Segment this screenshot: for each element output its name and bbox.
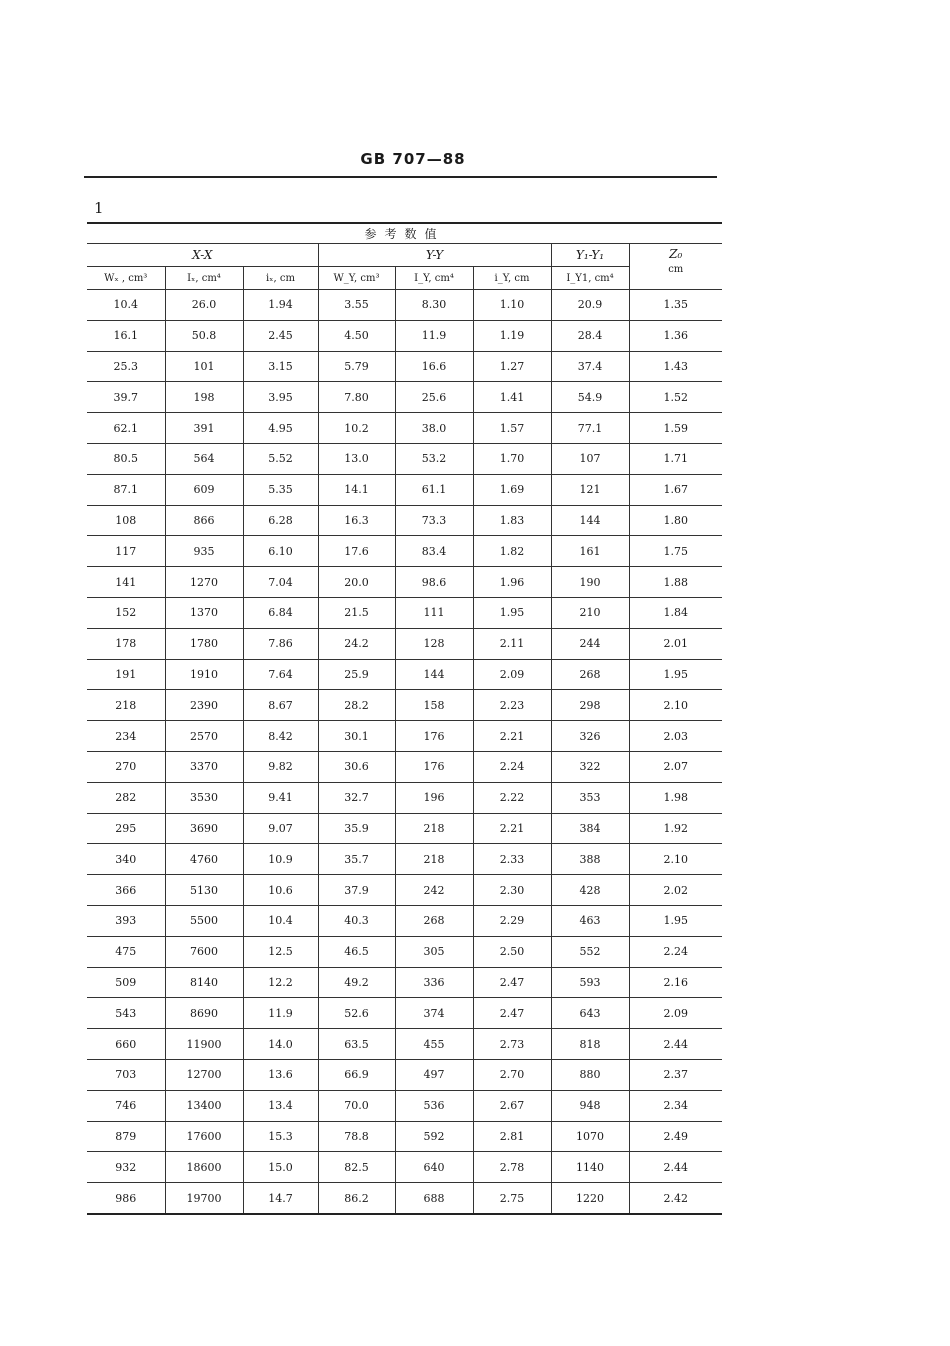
- group-header-xx: X-X: [87, 244, 318, 267]
- cell-iy-moment: 98.6: [395, 567, 473, 598]
- cell-z0: 2.44: [629, 1152, 722, 1183]
- table-row: [87, 474, 722, 505]
- cell-iy-moment: 16.6: [395, 351, 473, 382]
- cell-iy-radius: 1.69: [473, 474, 551, 505]
- cell-wy: 25.9: [318, 659, 395, 690]
- cell-ix-moment: 1780: [165, 628, 243, 659]
- cell-wy: 35.7: [318, 844, 395, 875]
- cell-wx: 932: [87, 1152, 165, 1183]
- cell-iy-moment: 11.9: [395, 320, 473, 351]
- z0-unit: cm: [668, 264, 684, 275]
- cell-iy-radius: 1.70: [473, 443, 551, 474]
- table-row: [87, 936, 722, 967]
- cell-iy-radius: 2.21: [473, 721, 551, 752]
- cell-wy: 32.7: [318, 782, 395, 813]
- cell-ix-moment: 3530: [165, 782, 243, 813]
- cell-ix-radius: 3.15: [243, 351, 318, 382]
- cell-z0: 1.35: [629, 290, 722, 321]
- cell-z0: 2.16: [629, 967, 722, 998]
- table-row: [87, 782, 722, 813]
- cell-wy: 78.8: [318, 1121, 395, 1152]
- column-header-wy: W_Y, cm³: [318, 267, 395, 290]
- cell-iy-moment: 196: [395, 782, 473, 813]
- cell-iy-radius: 1.19: [473, 320, 551, 351]
- cell-z0: 1.71: [629, 443, 722, 474]
- cell-iy1-moment: 210: [551, 597, 629, 628]
- cell-wx: 340: [87, 844, 165, 875]
- cell-iy-moment: 61.1: [395, 474, 473, 505]
- table-row: [87, 290, 722, 321]
- cell-wy: 28.2: [318, 690, 395, 721]
- cell-ix-radius: 7.04: [243, 567, 318, 598]
- cell-wy: 7.80: [318, 382, 395, 413]
- cell-z0: 1.80: [629, 505, 722, 536]
- cell-wy: 17.6: [318, 536, 395, 567]
- cell-ix-moment: 609: [165, 474, 243, 505]
- cell-iy-moment: 111: [395, 597, 473, 628]
- column-header-iy-radius: i_Y, cm: [473, 267, 551, 290]
- cell-iy-moment: 242: [395, 875, 473, 906]
- cell-wy: 21.5: [318, 597, 395, 628]
- cell-wx: 10.4: [87, 290, 165, 321]
- cell-ix-moment: 7600: [165, 936, 243, 967]
- table-row: [87, 844, 722, 875]
- cell-iy1-moment: 1140: [551, 1152, 629, 1183]
- group-header-yy: Y-Y: [318, 244, 551, 267]
- cell-wx: 234: [87, 721, 165, 752]
- cell-iy1-moment: 121: [551, 474, 629, 505]
- cell-iy1-moment: 77.1: [551, 413, 629, 444]
- cell-wx: 62.1: [87, 413, 165, 444]
- cell-iy-radius: 2.23: [473, 690, 551, 721]
- cell-ix-moment: 198: [165, 382, 243, 413]
- cell-iy-radius: 2.75: [473, 1183, 551, 1214]
- cell-iy-moment: 158: [395, 690, 473, 721]
- cell-wx: 393: [87, 905, 165, 936]
- cell-iy1-moment: 353: [551, 782, 629, 813]
- cell-ix-moment: 12700: [165, 1059, 243, 1090]
- table-row: [87, 443, 722, 474]
- cell-iy-radius: 2.29: [473, 905, 551, 936]
- cell-wx: 270: [87, 751, 165, 782]
- cell-iy-moment: 688: [395, 1183, 473, 1214]
- cell-iy1-moment: 593: [551, 967, 629, 998]
- cell-iy1-moment: 948: [551, 1090, 629, 1121]
- cell-ix-moment: 19700: [165, 1183, 243, 1214]
- cell-ix-moment: 4760: [165, 844, 243, 875]
- table-row: [87, 1121, 722, 1152]
- cell-iy-radius: 2.33: [473, 844, 551, 875]
- cell-wx: 475: [87, 936, 165, 967]
- cell-ix-radius: 12.2: [243, 967, 318, 998]
- cell-iy1-moment: 37.4: [551, 351, 629, 382]
- cell-ix-radius: 9.41: [243, 782, 318, 813]
- table-row: [87, 1183, 722, 1214]
- cell-wx: 152: [87, 597, 165, 628]
- table-row: [87, 905, 722, 936]
- cell-wy: 49.2: [318, 967, 395, 998]
- cell-ix-radius: 14.0: [243, 1029, 318, 1060]
- cell-ix-moment: 1270: [165, 567, 243, 598]
- cell-wx: 178: [87, 628, 165, 659]
- cell-z0: 2.03: [629, 721, 722, 752]
- table-row: [87, 1059, 722, 1090]
- cell-iy-radius: 2.24: [473, 751, 551, 782]
- cell-iy1-moment: 643: [551, 998, 629, 1029]
- cell-iy1-moment: 322: [551, 751, 629, 782]
- cell-iy-moment: 374: [395, 998, 473, 1029]
- cell-ix-moment: 935: [165, 536, 243, 567]
- cell-iy-moment: 536: [395, 1090, 473, 1121]
- cell-ix-radius: 6.10: [243, 536, 318, 567]
- cell-wx: 703: [87, 1059, 165, 1090]
- cell-z0: 2.02: [629, 875, 722, 906]
- cell-wy: 10.2: [318, 413, 395, 444]
- cell-wx: 16.1: [87, 320, 165, 351]
- cell-ix-moment: 50.8: [165, 320, 243, 351]
- page-header-title: GB 707—88: [360, 150, 466, 168]
- cell-iy-radius: 2.30: [473, 875, 551, 906]
- table-row: [87, 751, 722, 782]
- cell-iy1-moment: 107: [551, 443, 629, 474]
- cell-z0: 2.09: [629, 998, 722, 1029]
- column-header-ix-radius: iₓ, cm: [243, 267, 318, 290]
- table-row: [87, 813, 722, 844]
- cell-iy1-moment: 428: [551, 875, 629, 906]
- table-row: [87, 967, 722, 998]
- cell-ix-moment: 1910: [165, 659, 243, 690]
- cell-ix-moment: 391: [165, 413, 243, 444]
- cell-iy-radius: 2.81: [473, 1121, 551, 1152]
- cell-iy-moment: 176: [395, 721, 473, 752]
- column-header-iy1-moment: I_Y1, cm⁴: [551, 267, 629, 290]
- column-header-wx: Wₓ , cm³: [87, 267, 165, 290]
- cell-z0: 1.88: [629, 567, 722, 598]
- cell-z0: 1.67: [629, 474, 722, 505]
- table-row: [87, 1090, 722, 1121]
- table-row: [87, 1029, 722, 1060]
- cell-wy: 4.50: [318, 320, 395, 351]
- cell-wy: 86.2: [318, 1183, 395, 1214]
- column-header-iy-moment: I_Y, cm⁴: [395, 267, 473, 290]
- cell-z0: 1.92: [629, 813, 722, 844]
- cell-iy-moment: 592: [395, 1121, 473, 1152]
- cell-z0: 1.84: [629, 597, 722, 628]
- cell-iy-radius: 2.67: [473, 1090, 551, 1121]
- cell-wx: 282: [87, 782, 165, 813]
- cell-ix-radius: 14.7: [243, 1183, 318, 1214]
- cell-ix-radius: 10.4: [243, 905, 318, 936]
- cell-iy-moment: 268: [395, 905, 473, 936]
- cell-wy: 30.6: [318, 751, 395, 782]
- cell-iy-moment: 73.3: [395, 505, 473, 536]
- cell-wx: 509: [87, 967, 165, 998]
- cell-iy-moment: 53.2: [395, 443, 473, 474]
- group-header-y1y1: Y₁-Y₁: [551, 244, 629, 267]
- cell-z0: 1.98: [629, 782, 722, 813]
- cell-iy-moment: 128: [395, 628, 473, 659]
- cell-iy-radius: 1.95: [473, 597, 551, 628]
- table-number: 1: [94, 199, 104, 217]
- cell-z0: 1.95: [629, 659, 722, 690]
- cell-iy1-moment: 268: [551, 659, 629, 690]
- cell-ix-radius: 10.9: [243, 844, 318, 875]
- cell-iy1-moment: 161: [551, 536, 629, 567]
- cell-ix-radius: 5.35: [243, 474, 318, 505]
- cell-wy: 46.5: [318, 936, 395, 967]
- cell-wy: 30.1: [318, 721, 395, 752]
- cell-wy: 5.79: [318, 351, 395, 382]
- cell-iy1-moment: 20.9: [551, 290, 629, 321]
- cell-iy-moment: 305: [395, 936, 473, 967]
- cell-iy-moment: 38.0: [395, 413, 473, 444]
- table-row: [87, 1152, 722, 1183]
- cell-z0: 2.01: [629, 628, 722, 659]
- cell-iy-radius: 2.73: [473, 1029, 551, 1060]
- cell-iy-moment: 640: [395, 1152, 473, 1183]
- cell-ix-radius: 11.9: [243, 998, 318, 1029]
- table-row: [87, 690, 722, 721]
- table-row: [87, 536, 722, 567]
- cell-iy-moment: 336: [395, 967, 473, 998]
- reference-values-table-container: [87, 222, 722, 1215]
- cell-ix-radius: 15.0: [243, 1152, 318, 1183]
- header-rule: [84, 176, 717, 178]
- group-header-z0: [629, 244, 722, 290]
- cell-ix-moment: 2570: [165, 721, 243, 752]
- cell-wy: 40.3: [318, 905, 395, 936]
- cell-iy-radius: 2.09: [473, 659, 551, 690]
- cell-iy-radius: 1.27: [473, 351, 551, 382]
- cell-iy-radius: 1.82: [473, 536, 551, 567]
- cell-wx: 191: [87, 659, 165, 690]
- cell-ix-radius: 4.95: [243, 413, 318, 444]
- cell-iy1-moment: 463: [551, 905, 629, 936]
- cell-ix-moment: 101: [165, 351, 243, 382]
- cell-iy-radius: 2.47: [473, 998, 551, 1029]
- cell-ix-radius: 6.84: [243, 597, 318, 628]
- table-row: [87, 659, 722, 690]
- cell-ix-radius: 8.67: [243, 690, 318, 721]
- cell-ix-radius: 1.94: [243, 290, 318, 321]
- cell-ix-moment: 13400: [165, 1090, 243, 1121]
- cell-z0: 1.52: [629, 382, 722, 413]
- cell-ix-moment: 2390: [165, 690, 243, 721]
- cell-iy-radius: 1.57: [473, 413, 551, 444]
- cell-ix-radius: 7.64: [243, 659, 318, 690]
- table-header: [87, 223, 722, 290]
- cell-ix-radius: 13.6: [243, 1059, 318, 1090]
- cell-wy: 13.0: [318, 443, 395, 474]
- cell-ix-moment: 17600: [165, 1121, 243, 1152]
- cell-wx: 295: [87, 813, 165, 844]
- cell-iy1-moment: 144: [551, 505, 629, 536]
- table-body: [87, 290, 722, 1214]
- cell-wx: 117: [87, 536, 165, 567]
- table-row: [87, 382, 722, 413]
- cell-z0: 2.10: [629, 844, 722, 875]
- cell-ix-radius: 13.4: [243, 1090, 318, 1121]
- cell-ix-radius: 2.45: [243, 320, 318, 351]
- table-row: [87, 875, 722, 906]
- z0-symbol: Z₀: [669, 247, 683, 261]
- cell-wx: 39.7: [87, 382, 165, 413]
- cell-wx: 879: [87, 1121, 165, 1152]
- cell-ix-radius: 9.07: [243, 813, 318, 844]
- table-row: [87, 998, 722, 1029]
- cell-iy-moment: 218: [395, 844, 473, 875]
- cell-wy: 24.2: [318, 628, 395, 659]
- cell-iy-moment: 176: [395, 751, 473, 782]
- cell-ix-moment: 11900: [165, 1029, 243, 1060]
- cell-iy-moment: 455: [395, 1029, 473, 1060]
- cell-wx: 25.3: [87, 351, 165, 382]
- cell-ix-radius: 7.86: [243, 628, 318, 659]
- cell-z0: 2.42: [629, 1183, 722, 1214]
- cell-iy-radius: 1.41: [473, 382, 551, 413]
- cell-iy-radius: 1.96: [473, 567, 551, 598]
- cell-z0: 2.44: [629, 1029, 722, 1060]
- cell-wy: 16.3: [318, 505, 395, 536]
- cell-iy-radius: 2.50: [473, 936, 551, 967]
- cell-iy1-moment: 1070: [551, 1121, 629, 1152]
- cell-wx: 543: [87, 998, 165, 1029]
- cell-wy: 37.9: [318, 875, 395, 906]
- cell-ix-moment: 5130: [165, 875, 243, 906]
- cell-z0: 2.07: [629, 751, 722, 782]
- table-row: [87, 628, 722, 659]
- cell-wx: 80.5: [87, 443, 165, 474]
- cell-wy: 20.0: [318, 567, 395, 598]
- table-row: [87, 597, 722, 628]
- cell-iy-radius: 1.83: [473, 505, 551, 536]
- cell-ix-radius: 9.82: [243, 751, 318, 782]
- cell-iy1-moment: 818: [551, 1029, 629, 1060]
- cell-wx: 87.1: [87, 474, 165, 505]
- cell-iy-radius: 2.11: [473, 628, 551, 659]
- table-row: [87, 320, 722, 351]
- cell-iy-radius: 2.70: [473, 1059, 551, 1090]
- cell-ix-radius: 5.52: [243, 443, 318, 474]
- cell-ix-radius: 15.3: [243, 1121, 318, 1152]
- cell-wx: 660: [87, 1029, 165, 1060]
- cell-iy-radius: 2.47: [473, 967, 551, 998]
- cell-iy1-moment: 190: [551, 567, 629, 598]
- cell-z0: 1.59: [629, 413, 722, 444]
- cell-iy-radius: 1.10: [473, 290, 551, 321]
- cell-ix-radius: 6.28: [243, 505, 318, 536]
- cell-iy-radius: 2.22: [473, 782, 551, 813]
- cell-ix-radius: 8.42: [243, 721, 318, 752]
- cell-iy1-moment: 326: [551, 721, 629, 752]
- cell-wx: 141: [87, 567, 165, 598]
- cell-wy: 14.1: [318, 474, 395, 505]
- cell-iy1-moment: 244: [551, 628, 629, 659]
- cell-wx: 108: [87, 505, 165, 536]
- cell-iy-moment: 218: [395, 813, 473, 844]
- super-header: 参考数值: [87, 223, 722, 244]
- cell-wx: 218: [87, 690, 165, 721]
- cell-z0: 1.95: [629, 905, 722, 936]
- cell-iy1-moment: 552: [551, 936, 629, 967]
- cell-iy1-moment: 384: [551, 813, 629, 844]
- cell-wx: 746: [87, 1090, 165, 1121]
- cell-z0: 2.34: [629, 1090, 722, 1121]
- cell-z0: 1.43: [629, 351, 722, 382]
- table-row: [87, 721, 722, 752]
- cell-iy1-moment: 1220: [551, 1183, 629, 1214]
- cell-iy-moment: 25.6: [395, 382, 473, 413]
- cell-iy1-moment: 388: [551, 844, 629, 875]
- cell-ix-radius: 12.5: [243, 936, 318, 967]
- cell-ix-moment: 18600: [165, 1152, 243, 1183]
- cell-ix-moment: 866: [165, 505, 243, 536]
- cell-wy: 3.55: [318, 290, 395, 321]
- table-row: [87, 413, 722, 444]
- cell-wy: 63.5: [318, 1029, 395, 1060]
- cell-iy-moment: 144: [395, 659, 473, 690]
- cell-ix-moment: 564: [165, 443, 243, 474]
- cell-ix-radius: 10.6: [243, 875, 318, 906]
- cell-z0: 1.36: [629, 320, 722, 351]
- cell-ix-moment: 3370: [165, 751, 243, 782]
- cell-iy1-moment: 28.4: [551, 320, 629, 351]
- cell-ix-moment: 1370: [165, 597, 243, 628]
- cell-iy1-moment: 54.9: [551, 382, 629, 413]
- reference-values-table: [87, 222, 722, 1215]
- cell-z0: 2.49: [629, 1121, 722, 1152]
- cell-iy-radius: 2.21: [473, 813, 551, 844]
- cell-ix-radius: 3.95: [243, 382, 318, 413]
- table-row: [87, 351, 722, 382]
- cell-wx: 366: [87, 875, 165, 906]
- cell-wy: 70.0: [318, 1090, 395, 1121]
- column-header-ix-moment: Iₓ, cm⁴: [165, 267, 243, 290]
- cell-iy-moment: 497: [395, 1059, 473, 1090]
- cell-z0: 2.10: [629, 690, 722, 721]
- table-row: [87, 505, 722, 536]
- cell-ix-moment: 3690: [165, 813, 243, 844]
- cell-z0: 2.24: [629, 936, 722, 967]
- cell-z0: 1.75: [629, 536, 722, 567]
- cell-iy-moment: 83.4: [395, 536, 473, 567]
- cell-ix-moment: 5500: [165, 905, 243, 936]
- cell-iy1-moment: 298: [551, 690, 629, 721]
- cell-ix-moment: 8690: [165, 998, 243, 1029]
- cell-iy-radius: 2.78: [473, 1152, 551, 1183]
- cell-wx: 986: [87, 1183, 165, 1214]
- cell-z0: 2.37: [629, 1059, 722, 1090]
- cell-wy: 66.9: [318, 1059, 395, 1090]
- cell-ix-moment: 26.0: [165, 290, 243, 321]
- cell-wy: 35.9: [318, 813, 395, 844]
- cell-iy-moment: 8.30: [395, 290, 473, 321]
- cell-wy: 82.5: [318, 1152, 395, 1183]
- table-row: [87, 567, 722, 598]
- cell-iy1-moment: 880: [551, 1059, 629, 1090]
- cell-ix-moment: 8140: [165, 967, 243, 998]
- cell-wy: 52.6: [318, 998, 395, 1029]
